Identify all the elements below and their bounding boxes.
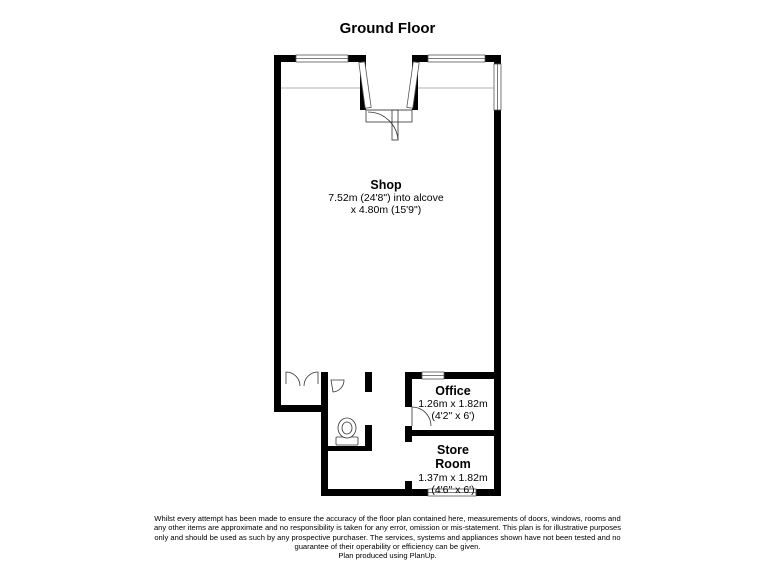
room-dimensions-shop: 7.52m (24'8") into alcove bbox=[328, 192, 444, 205]
room-name-store-2: Room bbox=[435, 457, 471, 472]
room-label-shop bbox=[316, 178, 456, 217]
disclaimer-line: any other items are approximate and no responsibility is taken for any error, omission or mis-statement. This plan is for illustrative purposes bbox=[153, 523, 622, 533]
wall-wc-left bbox=[321, 372, 328, 496]
wall-store-left bbox=[405, 481, 412, 496]
room-dimensions-store-2: (4'6" x 6') bbox=[431, 483, 475, 496]
bay-outline bbox=[281, 88, 494, 110]
walls bbox=[274, 55, 501, 496]
wall-alcove-bottom bbox=[274, 405, 328, 412]
toilet bbox=[336, 418, 358, 445]
disclaimer bbox=[130, 514, 645, 560]
wall-office-store-divider bbox=[405, 430, 501, 436]
disclaimer-line: Whilst every attempt has been made to ensure the accuracy of the floor plan contained here, measurements of doors, windows, rooms and bbox=[154, 514, 621, 523]
room-label-office bbox=[412, 384, 494, 423]
disclaimer-line: only and should be used as such by any prospective purchaser. The services, systems and appliances shown have not been tested and no bbox=[154, 532, 621, 542]
alcove-door-left bbox=[286, 372, 300, 386]
floor-title: Ground Floor bbox=[339, 20, 436, 37]
wall-front-right bbox=[485, 55, 501, 62]
room-name-office: Office bbox=[435, 384, 471, 398]
room-name-shop: Shop bbox=[370, 178, 402, 192]
wc-door bbox=[331, 380, 344, 392]
alcove-door-right bbox=[304, 372, 318, 386]
wall-wc-right-top bbox=[365, 372, 372, 392]
wall-left bbox=[274, 55, 281, 412]
wall-office-left bbox=[405, 372, 412, 407]
room-label-store bbox=[412, 443, 494, 496]
room-dimensions-office: 1.26m x 1.82m bbox=[418, 398, 488, 411]
wall-wc-bottom bbox=[321, 446, 372, 451]
disclaimer-credit: Plan produced using PlanUp. bbox=[338, 551, 437, 560]
room-dimensions-store: 1.37m x 1.82m bbox=[418, 471, 488, 484]
wall-front-left bbox=[274, 55, 296, 62]
room-dimensions-office-2: (4'2" x 6') bbox=[431, 410, 475, 423]
room-name-store: Store bbox=[437, 443, 469, 457]
wall-office-top-right bbox=[444, 372, 501, 379]
disclaimer-line: guarantee of their operability or efficiency can be given. bbox=[294, 541, 481, 551]
wall-right bbox=[494, 55, 501, 496]
room-dimensions-shop-2: x 4.80m (15'9") bbox=[350, 204, 422, 217]
